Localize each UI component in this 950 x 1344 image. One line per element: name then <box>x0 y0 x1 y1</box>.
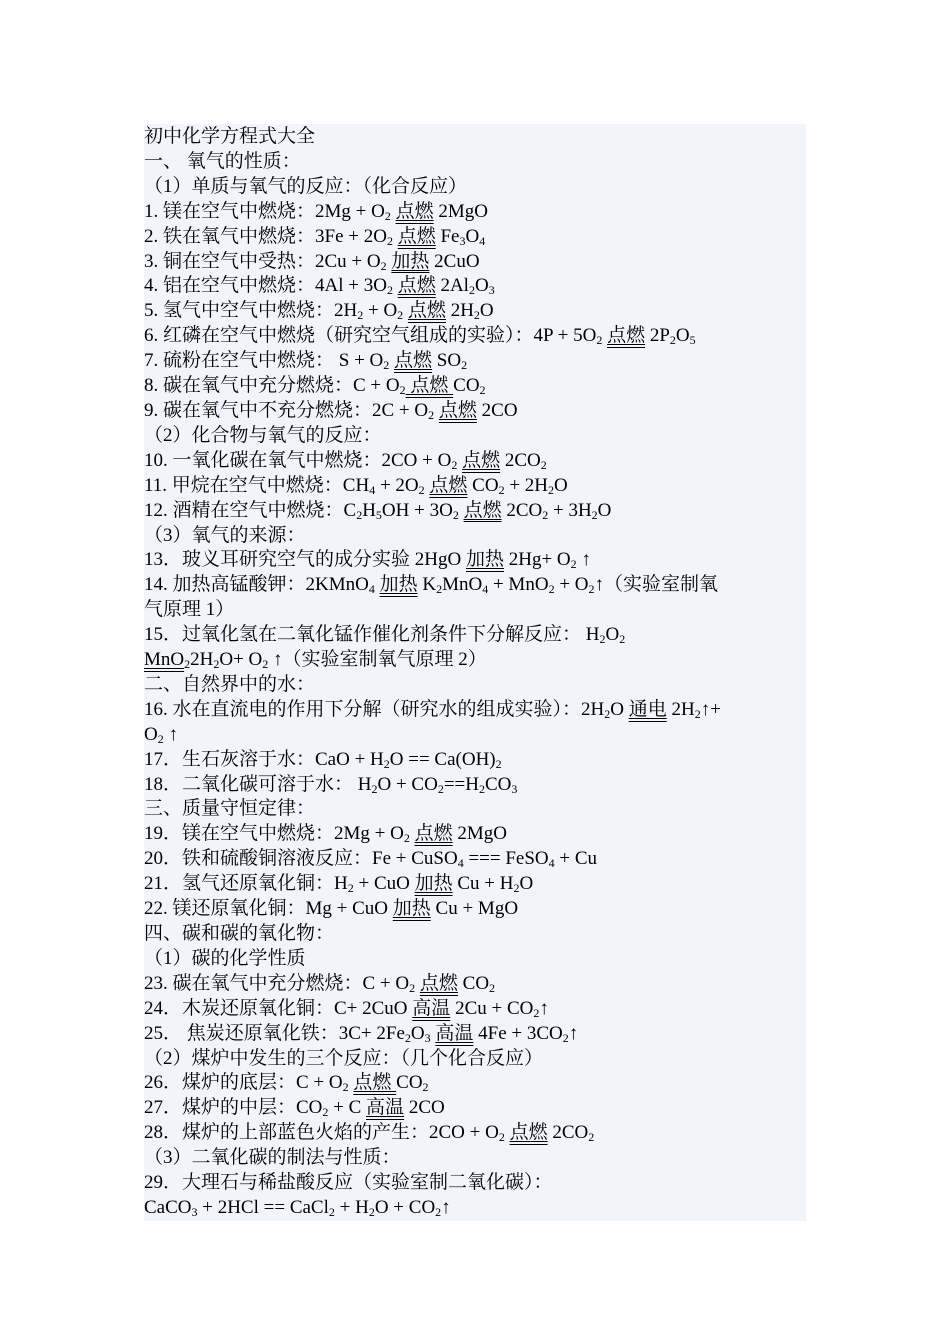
text-segment: O <box>465 225 480 247</box>
text-segment: 2MgO <box>452 823 507 845</box>
text-segment: + 2O <box>375 474 419 496</box>
text-line <box>144 200 806 225</box>
subscript: 2 <box>542 507 549 522</box>
subscript: 2 <box>386 233 393 248</box>
text-segment: Fe <box>435 225 460 247</box>
text-segment: + MnO <box>488 574 549 596</box>
text-line <box>144 499 806 524</box>
text-line <box>144 225 806 250</box>
text-segment: + CuO <box>353 873 415 895</box>
text-segment: 8. 碳在氧气中充分燃烧：C + O <box>144 375 400 397</box>
text-segment: 2CO <box>404 1097 445 1119</box>
text-line <box>144 299 806 324</box>
reaction-condition: 加热 <box>391 250 430 272</box>
text-segment: CO <box>467 474 499 496</box>
text-segment: CO <box>396 1072 423 1094</box>
text-segment: CO <box>457 972 490 994</box>
subscript: 2 <box>479 383 486 398</box>
reaction-condition: 加热 <box>379 574 418 596</box>
text-segment: 2P <box>645 325 670 347</box>
text-segment: 25． 焦炭还原氧化铁：3C+ 2Fe <box>144 1022 405 1044</box>
reaction-condition: 点燃 <box>419 972 458 994</box>
text-line <box>144 374 806 399</box>
text-segment: 12. 酒精在空气中燃烧：C <box>144 499 357 521</box>
reaction-condition: 加热 <box>465 549 504 571</box>
subscript: 2 <box>386 283 393 298</box>
text-line <box>144 872 806 897</box>
text-segment: 3. 铜在空气中受热：2Cu + O <box>144 250 381 272</box>
text-segment: 6. 红磷在空气中燃烧（研究空气组成的实验）：4P + 5O <box>144 325 597 347</box>
subscript: 2 <box>357 308 364 323</box>
text-line <box>144 349 806 374</box>
text-segment: + O <box>554 574 589 596</box>
subscript: 4 <box>457 856 464 871</box>
subscript: 2 <box>599 632 606 647</box>
text-line <box>144 1071 806 1096</box>
reaction-condition: 高温 <box>435 1022 474 1044</box>
text-segment: 二、自然界中的水： <box>144 673 316 695</box>
text-segment: O+ O <box>219 649 263 671</box>
text-segment: 22. 镁还原氧化铜：Mg + CuO <box>144 898 393 920</box>
text-segment: O <box>675 325 690 347</box>
text-segment: Cu + H <box>452 873 514 895</box>
text-segment: O <box>410 1022 425 1044</box>
text-segment: 一、 氧气的性质： <box>144 150 301 172</box>
text-segment: 26．煤炉的底层：C + O <box>144 1072 343 1094</box>
subscript: 2 <box>399 383 406 398</box>
text-line <box>144 847 806 872</box>
text-segment: 2CuO <box>429 250 480 272</box>
reaction-condition: 通电 <box>628 698 667 720</box>
text-segment: 24．木炭还原氧化铜：C+ 2CuO <box>144 997 413 1019</box>
reaction-condition: MnO <box>144 649 185 671</box>
text-segment: + H <box>334 1196 369 1218</box>
text-segment: 16. 水在直流电的作用下分解（研究水的组成实验）：2H <box>144 698 605 720</box>
text-segment: 2CO <box>501 499 543 521</box>
text-segment: 2H <box>666 698 695 720</box>
text-line <box>144 399 806 424</box>
text-line <box>144 1047 806 1072</box>
text-segment: CO <box>484 773 512 795</box>
subscript: 2 <box>473 308 480 323</box>
text-line <box>144 648 806 673</box>
text-segment: 15．过氧化氢在二氧化锰作催化剂条件下分解反应： H <box>144 624 600 646</box>
text-segment: O <box>144 723 158 745</box>
subscript: 2 <box>397 308 404 323</box>
subscript: 2 <box>342 1080 349 1095</box>
text-segment: ↑+ <box>700 698 721 720</box>
reaction-condition: 点燃 <box>407 300 446 322</box>
text-segment: 2MgO <box>433 200 488 222</box>
text-segment: （2）化合物与氧气的反应： <box>144 424 382 446</box>
reaction-condition: 点燃 <box>414 823 453 845</box>
text-segment: 27．煤炉的中层：CO <box>144 1097 323 1119</box>
text-segment: 2. 铁在氧气中燃烧：3Fe + 2O <box>144 225 387 247</box>
text-line <box>144 598 806 623</box>
subscript: 2 <box>418 482 425 497</box>
text-segment: O <box>597 499 612 521</box>
text-segment: 5. 氢气中空气中燃烧：2H <box>144 300 358 322</box>
text-line <box>144 723 806 748</box>
text-segment: 11. 甲烷在空气中燃烧：CH <box>144 474 370 496</box>
text-segment: ↑ <box>441 1196 451 1218</box>
text-line <box>144 1096 806 1121</box>
text-segment: 气原理 1） <box>144 599 235 621</box>
text-line <box>144 524 806 549</box>
subscript: 3 <box>424 1030 431 1045</box>
text-segment: 2H <box>445 300 474 322</box>
subscript: 3 <box>511 781 518 796</box>
subscript: 2 <box>604 706 611 721</box>
text-segment: SO <box>432 350 462 372</box>
text-segment: + Cu <box>554 848 598 870</box>
subscript: 2 <box>669 333 676 348</box>
subscript: 2 <box>322 1105 329 1120</box>
subscript: 4 <box>369 482 376 497</box>
text-segment: CaCO <box>144 1196 192 1218</box>
text-segment: === FeSO <box>463 848 549 870</box>
text-segment: （1）单质与氧气的反应：（化合反应） <box>144 175 468 197</box>
document-title: 初中化学方程式大全 <box>144 126 316 147</box>
document-body <box>144 124 806 1221</box>
text-segment: ↑ <box>539 997 549 1019</box>
reaction-condition: 点燃 <box>463 499 502 521</box>
subscript: 2 <box>451 457 458 472</box>
text-segment: （3）氧气的来源： <box>144 524 306 546</box>
text-segment: O <box>519 873 534 895</box>
text-line <box>144 748 806 773</box>
text-segment: 20．铁和硫酸铜溶液反应：Fe + CuSO <box>144 848 458 870</box>
reaction-condition: 点燃 <box>394 350 433 372</box>
text-line <box>144 449 806 474</box>
text-segment: 四、碳和碳的氧化物： <box>144 923 335 944</box>
text-segment: ==H <box>443 773 479 795</box>
reaction-condition: 点燃 <box>353 1072 397 1094</box>
reaction-condition: 点燃 <box>397 225 436 247</box>
text-line <box>144 947 806 972</box>
reaction-condition: 高温 <box>366 1097 405 1119</box>
subscript: 2 <box>403 831 410 846</box>
subscript: 2 <box>548 582 555 597</box>
subscript: 2 <box>498 482 505 497</box>
text-segment: Cu + MgO <box>430 898 519 920</box>
text-segment: O <box>610 698 629 720</box>
text-segment: O == Ca(OH) <box>389 748 496 770</box>
text-line <box>144 1171 806 1196</box>
text-line <box>144 997 806 1022</box>
text-segment: ↑（实验室制氧气原理 2） <box>268 649 487 671</box>
reaction-condition: 点燃 <box>429 474 468 496</box>
text-line <box>144 822 806 847</box>
subscript: 2 <box>347 881 354 896</box>
subscript: 2 <box>428 407 435 422</box>
text-segment: H <box>362 499 376 521</box>
subscript: 4 <box>482 582 489 597</box>
text-segment: 18．二氧化碳可溶于水： H <box>144 773 372 795</box>
text-line <box>144 424 806 449</box>
reaction-condition: 点燃 <box>438 399 477 421</box>
text-segment: 2Al <box>435 275 469 297</box>
subscript: 2 <box>409 980 416 995</box>
text-segment: 2H <box>190 649 214 671</box>
subscript: 2 <box>489 980 496 995</box>
text-line <box>144 623 806 648</box>
text-segment: ↑ <box>576 549 591 571</box>
text-line <box>144 474 806 499</box>
text-line <box>144 548 806 573</box>
text-segment: 10. 一氧化碳在氧气中燃烧：2CO + O <box>144 449 452 471</box>
text-segment: O <box>554 474 568 496</box>
subscript: 2 <box>570 557 577 572</box>
reaction-condition: 点燃 <box>509 1122 548 1144</box>
subscript: 2 <box>548 482 554 497</box>
text-segment: 4Fe + 3CO <box>473 1022 563 1044</box>
subscript: 2 <box>540 457 547 472</box>
text-segment: + C <box>328 1097 367 1119</box>
reaction-condition: 点燃 <box>395 200 434 222</box>
text-line <box>144 1121 806 1146</box>
subscript: 2 <box>380 258 387 273</box>
text-segment: + O <box>363 300 398 322</box>
text-segment: 9. 碳在氧气中不充分燃烧：2C + O <box>144 399 429 421</box>
subscript: 2 <box>371 781 378 796</box>
text-line <box>144 250 806 275</box>
text-line <box>144 573 806 598</box>
subscript: 2 <box>184 657 191 672</box>
equation-list <box>144 150 806 1221</box>
text-segment: + 2H <box>504 474 548 496</box>
text-segment: 2Cu + CO <box>450 997 534 1019</box>
text-segment: 2CO <box>547 1122 589 1144</box>
subscript: 2 <box>262 657 269 672</box>
text-segment: + 3H <box>548 499 592 521</box>
text-line <box>144 698 806 723</box>
text-segment: O + CO <box>374 1196 436 1218</box>
text-segment: （3）二氧化碳的制法与性质： <box>144 1147 401 1169</box>
subscript: 2 <box>533 1005 540 1020</box>
subscript: 5 <box>689 333 696 348</box>
text-segment: CO <box>453 375 480 397</box>
subscript: 2 <box>478 781 485 796</box>
text-segment: 23. 碳在氧气中充分燃烧：C + O <box>144 972 410 994</box>
subscript: 2 <box>468 283 475 298</box>
reaction-condition: 点燃 <box>405 375 454 397</box>
subscript: 3 <box>459 233 466 248</box>
subscript: 2 <box>435 1204 442 1219</box>
reaction-condition: 高温 <box>412 997 451 1019</box>
text-segment: 14. 加热高锰酸钾：2KMnO <box>144 574 369 596</box>
text-segment: 28．煤炉的上部蓝色火焰的产生：2CO + O <box>144 1122 499 1144</box>
subscript: 2 <box>157 731 164 746</box>
subscript: 3 <box>191 1204 198 1219</box>
text-segment: （2）煤炉中发生的三个反应：（几个化合反应） <box>144 1047 544 1069</box>
reaction-condition: 点燃 <box>397 275 436 297</box>
text-segment: O + CO <box>377 773 438 795</box>
text-line <box>144 1022 806 1047</box>
subscript: 2 <box>383 756 390 771</box>
text-segment: ↑ <box>568 1022 579 1044</box>
text-segment: ↑ <box>163 723 178 745</box>
subscript: 2 <box>619 632 626 647</box>
text-line <box>144 1196 806 1221</box>
reaction-condition: 点燃 <box>607 325 646 347</box>
text-line <box>144 1146 806 1171</box>
text-line <box>144 922 806 947</box>
text-segment: 2CO <box>476 399 518 421</box>
text-segment: MnO <box>442 574 483 596</box>
subscript: 2 <box>588 582 595 597</box>
text-line <box>144 673 806 698</box>
text-segment: 7. 硫粉在空气中燃烧： S + O <box>144 350 384 372</box>
subscript: 4 <box>548 856 555 871</box>
reaction-condition: 加热 <box>392 898 431 920</box>
text-segment: K <box>417 574 437 596</box>
text-segment: 17．生石灰溶于水：CaO + H <box>144 748 384 770</box>
text-line <box>144 773 806 798</box>
reaction-condition: 加热 <box>414 873 453 895</box>
text-segment: 4. 铝在空气中燃烧：4Al + 3O <box>144 275 387 297</box>
text-line <box>144 972 806 997</box>
text-segment: 2Hg+ O <box>503 549 571 571</box>
subscript: 2 <box>495 756 502 771</box>
subscript: 2 <box>383 358 390 373</box>
text-segment: + 2HCl == CaCl <box>197 1196 329 1218</box>
text-segment: 2CO <box>500 449 541 471</box>
subscript: 2 <box>591 507 598 522</box>
subscript: 2 <box>694 706 701 721</box>
text-segment: O <box>474 275 489 297</box>
text-segment: 13．玻义耳研究空气的成分实验 2HgO <box>144 549 466 571</box>
text-line <box>144 150 806 175</box>
subscript: 2 <box>328 1204 335 1219</box>
text-segment: 三、质量守恒定律： <box>144 798 316 820</box>
subscript: 2 <box>422 1080 429 1095</box>
text-segment: O <box>479 300 494 322</box>
text-segment: ↑（实验室制氧 <box>594 574 719 596</box>
text-segment: 19．镁在空气中燃烧：2Mg + O <box>144 823 404 845</box>
text-segment: O <box>605 624 620 646</box>
subscript: 2 <box>368 1204 375 1219</box>
text-segment: （1）碳的化学性质 <box>144 947 306 969</box>
subscript: 2 <box>588 1130 595 1145</box>
text-line <box>144 797 806 822</box>
subscript: 2 <box>404 1030 411 1045</box>
subscript: 2 <box>436 582 443 597</box>
subscript: 2 <box>562 1030 569 1045</box>
text-segment: 21．氢气还原氧化铜：H <box>144 873 348 895</box>
subscript: 2 <box>384 208 391 223</box>
text-line <box>144 324 806 349</box>
subscript: 2 <box>452 507 459 522</box>
subscript: 2 <box>461 358 468 373</box>
text-line <box>144 274 806 299</box>
subscript: 2 <box>213 657 220 672</box>
text-segment: 29．大理石与稀盐酸反应（实验室制二氧化碳）： <box>144 1172 553 1194</box>
text-segment: 1. 镁在空气中燃烧：2Mg + O <box>144 200 385 222</box>
subscript: 2 <box>356 507 363 522</box>
subscript: 4 <box>368 582 375 597</box>
text-line <box>144 897 806 922</box>
subscript: 2 <box>596 333 603 348</box>
subscript: 2 <box>498 1130 505 1145</box>
subscript: 4 <box>479 233 486 248</box>
subscript: 3 <box>488 283 495 298</box>
text-segment: OH + 3O <box>381 499 453 521</box>
subscript: 5 <box>375 507 382 522</box>
reaction-condition: 点燃 <box>462 449 501 471</box>
subscript: 2 <box>437 781 444 796</box>
subscript: 2 <box>513 881 520 896</box>
text-line <box>144 175 806 200</box>
